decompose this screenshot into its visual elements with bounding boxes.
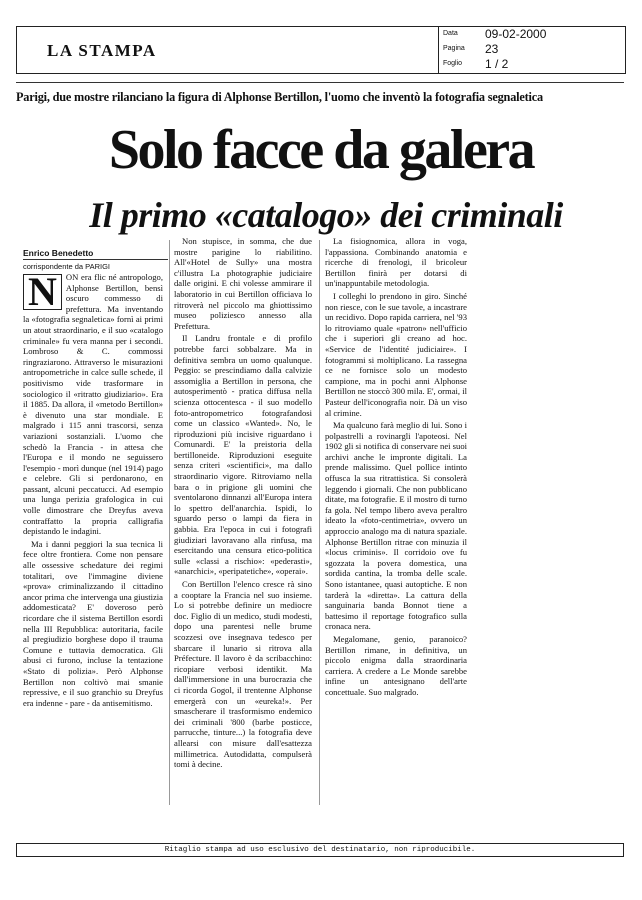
- date-value: 09-02-2000: [485, 27, 547, 41]
- article-column-1: [23, 272, 163, 807]
- article-kicker: Parigi, due mostre rilanciano la figura di Alphonse Bertillon, l'uomo che inventò la fotografia segnaletica: [16, 90, 543, 104]
- date-label: Data: [443, 30, 458, 37]
- drop-cap: N: [23, 274, 62, 310]
- author-name: Enrico Benedetto: [23, 248, 94, 258]
- paragraph: Megalomane, genio, paranoico? Bertillon rimane, in definitiva, un piccolo enigma dalla straordinaria carriera. A credere a Le Monde sarebbe infine un antesignano dell'arte concettuale. Suo malgrado.: [325, 633, 467, 697]
- article-column-3: [325, 236, 467, 806]
- sheet-label: Foglio: [443, 60, 463, 67]
- article-subheadline: Il primo «catalogo» dei criminali: [89, 195, 563, 235]
- column-rule: [169, 240, 170, 805]
- masthead: [16, 26, 626, 74]
- paragraph: Ma qualcuno farà meglio di lui. Sono i polpastrelli a rovinargli l'apoteosi. Nel 1902 gli si notifica di conservare nei suoi archivi anche le impronte digitali. La prende malissimo. Quel pollice intinto offusca la sua ritrattistica. Si consolerà leggendo i giornali. Che non pubblicano ditate, ma fotografie. E il mostro di turno fa gola. Nel tempo libero aveva peraltro ideato la «foto-centimetria», ovvero un approccio analogo ma di natura spaziale. Alphonse Bertillon ritrae con minuzia il «locus criminis». Il corridoio ove fu sgozzata la povera domestica, una sordida cantina, la tromba delle scale. Sono istantanee, quasi autoptiche. E non tarderà la «diretta». La cattura della sanguinaria banda Bonnot tiene a battesimo il reportage fotografico sulla cronaca nera.: [325, 420, 467, 632]
- page-label: Pagina: [443, 45, 465, 52]
- clipping-notice: [16, 843, 624, 857]
- sheet-row: [439, 57, 625, 72]
- date-box: [438, 27, 625, 73]
- page-row: [439, 42, 625, 57]
- date-row: [439, 27, 625, 42]
- paragraph: Il Landru frontale e di profilo potrebbe farci sobbalzare. Ma in definitiva sembra un uomo qualunque. Peggio: se prescindiamo dalla calvizie assomiglia a Bertillon in persona, che autosperimentò - pratica diffusa nella scienza ottocentesca - il suo modello foto-antropometrico fotografandosi come un classico «Wanted». No, le riproduzioni più incisive riguardano i Comunardi. E' la preistoria della bertilloneide. Riproduzioni eseguite senza criteri «scientifici», ma dallo straordinario vigore. Ritroviamo nella bara o in prigione gli uomini che sventolarono dinnanzi all'Europa intera lo spettro dell'anarchia. Ispidi, lo sguardo perso o lampi da fiera in gabbia. Era l'epoca in cui i fotografi giudiziari lavoravano alla rinfusa, ma esercitando una censura etico-politica sulle «classi a rischio»: «pederasti», «anarchici», «peripatetiche», «operai».: [174, 333, 312, 577]
- paragraph: Non stupisce, in somma, che due mostre parigine lo riabilitino. All'«Hotel de Sully» una mostra c'illustra La photographie judiciaire dalle origini. E chi volesse ammirare il laboratorio in cui Bertillon officiava lo ritroverà nel piccolo ma ghiottissimo museo poliziesco annesso alla Prefettura.: [174, 236, 312, 331]
- paragraph: Con Bertillon l'elenco cresce rà sino a cooptare la Francia nel suo insieme. Lo si potrebbe definire un mediocre doc. Figlio di un medico, studi modesti, dopo una parentesi nelle brume scozzesi ove insegnava tedesco per sbarcare il lunario si ritrova alla Préfecture. Il lavoro è da scribacchino: ricopiare verbosi identikit. Ma dall'immersione in una burocrazia che ci ricorda Gogol, il trentenne Alphonse emergerà con un «eureka!». Per smascherare il trasformismo endemico dei criminali '800 (barbe posticce, parrucche, tinture...) la fotografia deve allearsi con misure dall'esattezza millimetrica. Autodidatta, compulserà tomi à decine.: [174, 579, 312, 770]
- paragraph: ON era flic né antropologo, Alphonse Bertillon, bensì oscuro commesso di prefettura. Ma inventando la «fotografia segnaletica» fornì ai primi un atout straordinario, e il suo «catalogo criminale» fu vera manna per i secondi. Lombroso & C. commossi ringraziarono. Attraverso le misurazioni antropometriche in calce sulle schede, il positivismo vide trasformare in sociologico il «ritratto giudiziario». Era il 1885. Da allora, il «metodo Bertillon» è divenuto una star mondiale. E malgrado i 115 anni trascorsi, senza variazioni sostanziali. L'uomo che schedò la Francia - in attesa che l'Europa e il mondo ne seguissero l'esempio - morì dunque (nel 1914) pago e celebre. Gli si perdonarono, en passant, alcuni peccatucci. Ad esempio una lunga perizia grafologica in cui volle dimostrare che Dreyfus aveva contraffatto la propria calligrafia depistando le indagini.: [23, 272, 163, 537]
- paragraph: I colleghi lo prendono in giro. Sinché non riesce, con le sue tavole, a incastrare un recidivo. Dopo rapida carriera, nel '93 lo ritroviamo quale «patron» nell'ufficio che i superiori gli creano ad hoc. «Service de l'identité judiciaire». I fotogrammi si moltiplicano. La rassegna ce ne fornisce solo un modesto campione, ma in pochi anni Alphonse Bertillon ne stoccò 300 mila. E', ormai, il Pasteur dell'iconografia noir. Dà un viso al crimine.: [325, 290, 467, 418]
- paragraph: La fisiognomica, allora in voga, l'appassiona. Combinando anatomia e ricerche di frenologi, il bricoleur Bertillon finirà per dotarsi di un'inappuntabile metodologia.: [325, 236, 467, 289]
- sheet-value: 1 / 2: [485, 57, 509, 71]
- newspaper-logo: LA STAMPA: [47, 41, 157, 60]
- paragraph: Ma i danni peggiori la sua tecnica li fece oltre frontiera. Come non pensare alle ossessive schedature dei regimi totalitari, ove l'immagine diviene «prova» criminalizzando il cittadino ancor prima che intervenga una giustizia addomesticata? E' doveroso però ricordare che il sistema Bertillon esordì nella III Repubblica: autoritaria, facile al pregiudizio borghese dopo il trauma Comune e tuttavia democratica. Gli abusi ci furono, incluse la tentazione «Stato di polizia». Però Alphonse Bertillon non coltivò mai smanie repressive, e il suo granchio su Dreyfus era indenne - pare - da antisemitismo.: [23, 538, 163, 708]
- article-headline: Solo facce da galera: [108, 119, 534, 181]
- clipping-notice-text: Ritaglio stampa ad uso esclusivo del destinatario, non riproducibile.: [164, 846, 476, 854]
- author-role: corrispondente da PARIGI: [23, 262, 110, 271]
- article-column-2: [174, 236, 312, 806]
- masthead-divider: [16, 82, 624, 83]
- column-rule: [319, 240, 320, 805]
- byline-rule: [23, 259, 168, 260]
- page-value: 23: [485, 42, 499, 56]
